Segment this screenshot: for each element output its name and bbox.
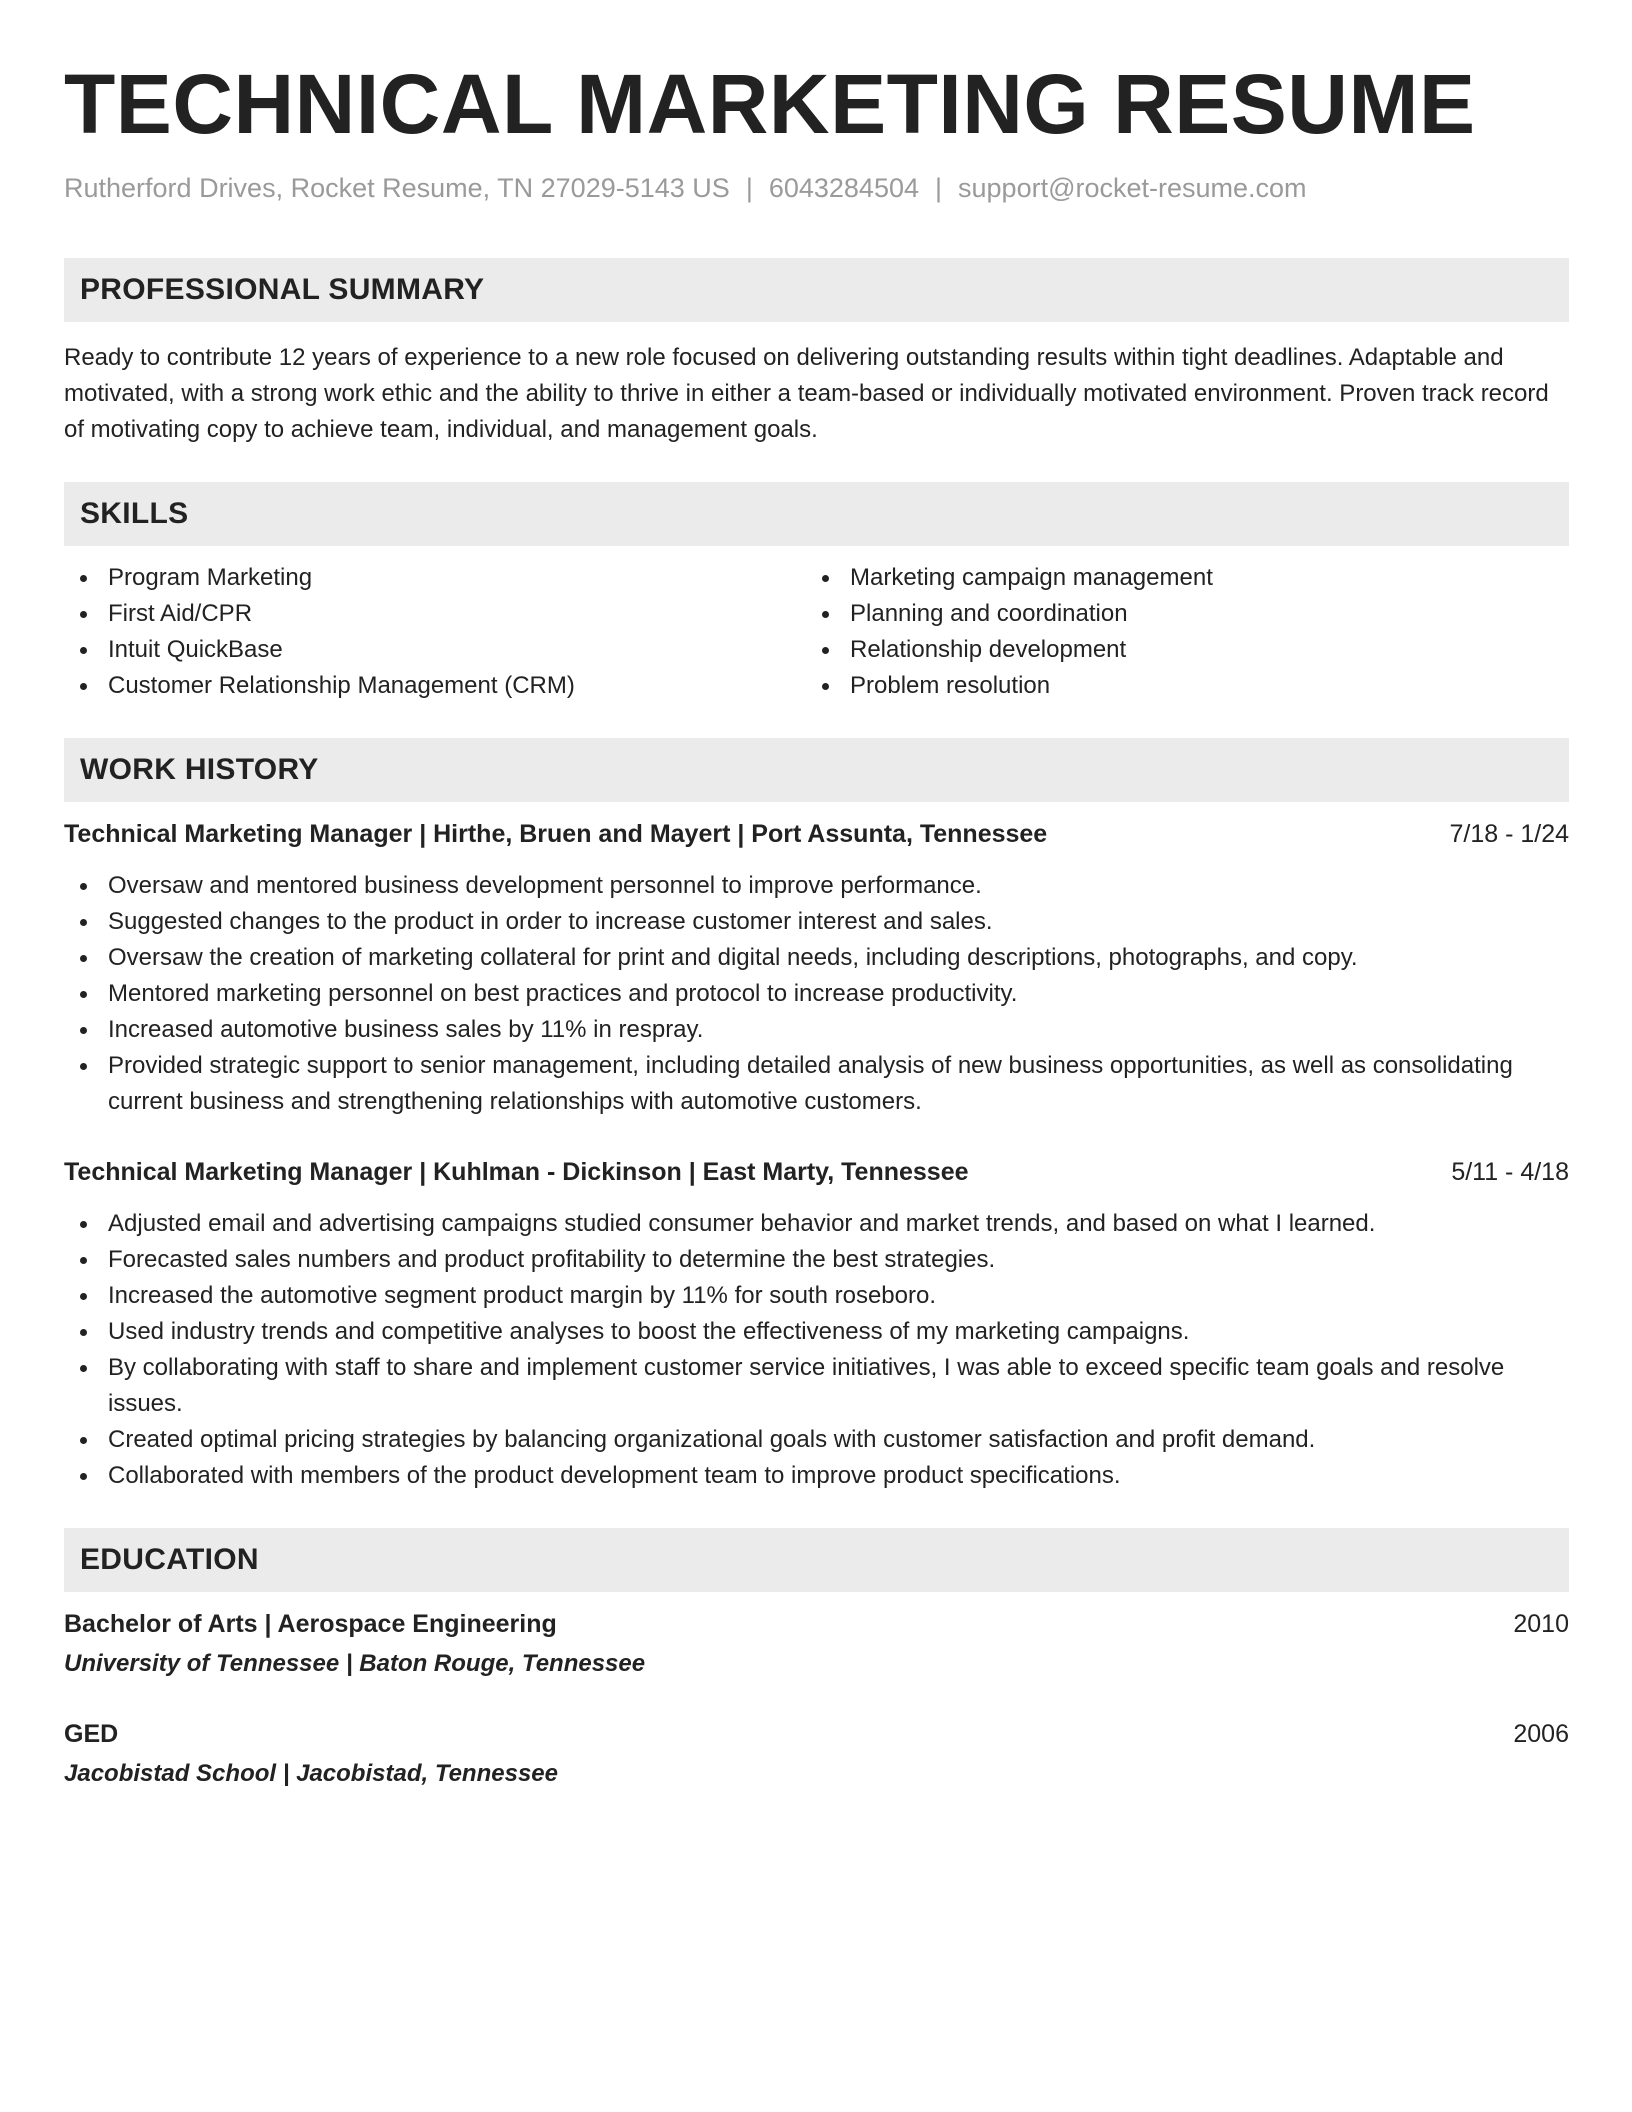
job-bullet: Created optimal pricing strategies by balancing organizational goals with customer satisfaction and profit demand. bbox=[64, 1422, 1569, 1458]
education-degree: GED bbox=[64, 1720, 119, 1748]
job-bullet: Oversaw and mentored business development personnel to improve performance. bbox=[64, 868, 1569, 904]
education-header bbox=[64, 1716, 1569, 1752]
skill-item: Planning and coordination bbox=[806, 596, 1548, 632]
job-header bbox=[64, 1154, 1569, 1190]
job-bullet: Oversaw the creation of marketing collateral for print and digital needs, including descriptions, photographs, and copy. bbox=[64, 940, 1569, 976]
skill-item: Problem resolution bbox=[806, 668, 1548, 704]
skill-item: First Aid/CPR bbox=[64, 596, 806, 632]
job-heading: Technical Marketing Manager | Hirthe, Bruen and Mayert | Port Assunta, Tennessee bbox=[64, 820, 1048, 848]
education-header bbox=[64, 1606, 1569, 1642]
job-bullet: Forecasted sales numbers and product profitability to determine the best strategies. bbox=[64, 1242, 1569, 1278]
skills-list-left bbox=[64, 560, 806, 704]
education-school: University of Tennessee | Baton Rouge, Tennessee bbox=[64, 1650, 646, 1677]
job-bullets bbox=[64, 1206, 1569, 1494]
contact-address: Rutherford Drives, Rocket Resume, TN 27029-5143 US bbox=[64, 173, 730, 203]
job-entry bbox=[64, 1154, 1569, 1494]
job-bullet: Suggested changes to the product in order to increase customer interest and sales. bbox=[64, 904, 1569, 940]
contact-separator: | bbox=[935, 173, 943, 203]
job-bullet: Collaborated with members of the product development team to improve product specifications. bbox=[64, 1458, 1569, 1494]
skill-item: Program Marketing bbox=[64, 560, 806, 596]
skill-item: Customer Relationship Management (CRM) bbox=[64, 668, 806, 704]
resume-content bbox=[64, 56, 1569, 1792]
section-header-work-history: WORK HISTORY bbox=[64, 738, 1569, 802]
job-bullet: Increased the automotive segment product margin by 11% for south roseboro. bbox=[64, 1278, 1569, 1314]
section-header-education: EDUCATION bbox=[64, 1528, 1569, 1592]
contact-email: support@rocket-resume.com bbox=[958, 173, 1307, 203]
contact-phone: 6043284504 bbox=[768, 173, 919, 203]
skills-grid bbox=[64, 560, 1569, 704]
education-year: 2010 bbox=[1513, 1610, 1569, 1638]
job-dates: 7/18 - 1/24 bbox=[1449, 820, 1569, 848]
job-entry bbox=[64, 816, 1569, 1120]
contact-separator: | bbox=[745, 173, 753, 203]
job-heading: Technical Marketing Manager | Kuhlman - Dickinson | East Marty, Tennessee bbox=[64, 1158, 969, 1186]
skill-item: Intuit QuickBase bbox=[64, 632, 806, 668]
skill-item: Marketing campaign management bbox=[806, 560, 1548, 596]
skills-list-right bbox=[806, 560, 1548, 704]
job-bullet: By collaborating with staff to share and implement customer service initiatives, I was able to exceed specific team goals and resolve issues. bbox=[64, 1350, 1569, 1422]
education-year: 2006 bbox=[1513, 1720, 1569, 1748]
job-bullet: Adjusted email and advertising campaigns studied consumer behavior and market trends, and based on what I learned. bbox=[64, 1206, 1569, 1242]
education-entry bbox=[64, 1606, 1569, 1682]
section-header-skills: SKILLS bbox=[64, 482, 1569, 546]
job-bullet: Increased automotive business sales by 11% in respray. bbox=[64, 1012, 1569, 1048]
resume-title: TECHNICAL MARKETING RESUME bbox=[64, 57, 1476, 151]
summary-text: Ready to contribute 12 years of experience to a new role focused on delivering outstanding results within tight deadlines. Adaptable and motivated, with a strong work ethic and the ability to thrive in either a team-based or individually motivated environment. Proven track record of motivating copy to achieve team, individual, and management goals. bbox=[64, 344, 1549, 443]
job-bullet: Provided strategic support to senior management, including detailed analysis of new business opportunities, as well as consolidating current business and strengthening relationships with automotive customers. bbox=[64, 1048, 1569, 1120]
job-bullet: Used industry trends and competitive analyses to boost the effectiveness of my marketing campaigns. bbox=[64, 1314, 1569, 1350]
education-school: Jacobistad School | Jacobistad, Tennessee bbox=[64, 1760, 558, 1787]
section-header-summary: PROFESSIONAL SUMMARY bbox=[64, 258, 1569, 322]
education-entry bbox=[64, 1716, 1569, 1792]
skill-item: Relationship development bbox=[806, 632, 1548, 668]
education-degree: Bachelor of Arts | Aerospace Engineering bbox=[64, 1610, 557, 1638]
job-dates: 5/11 - 4/18 bbox=[1451, 1158, 1569, 1186]
job-bullets bbox=[64, 868, 1569, 1120]
job-header bbox=[64, 816, 1569, 852]
job-bullet: Mentored marketing personnel on best practices and protocol to increase productivity. bbox=[64, 976, 1569, 1012]
contact-line bbox=[64, 170, 1569, 206]
